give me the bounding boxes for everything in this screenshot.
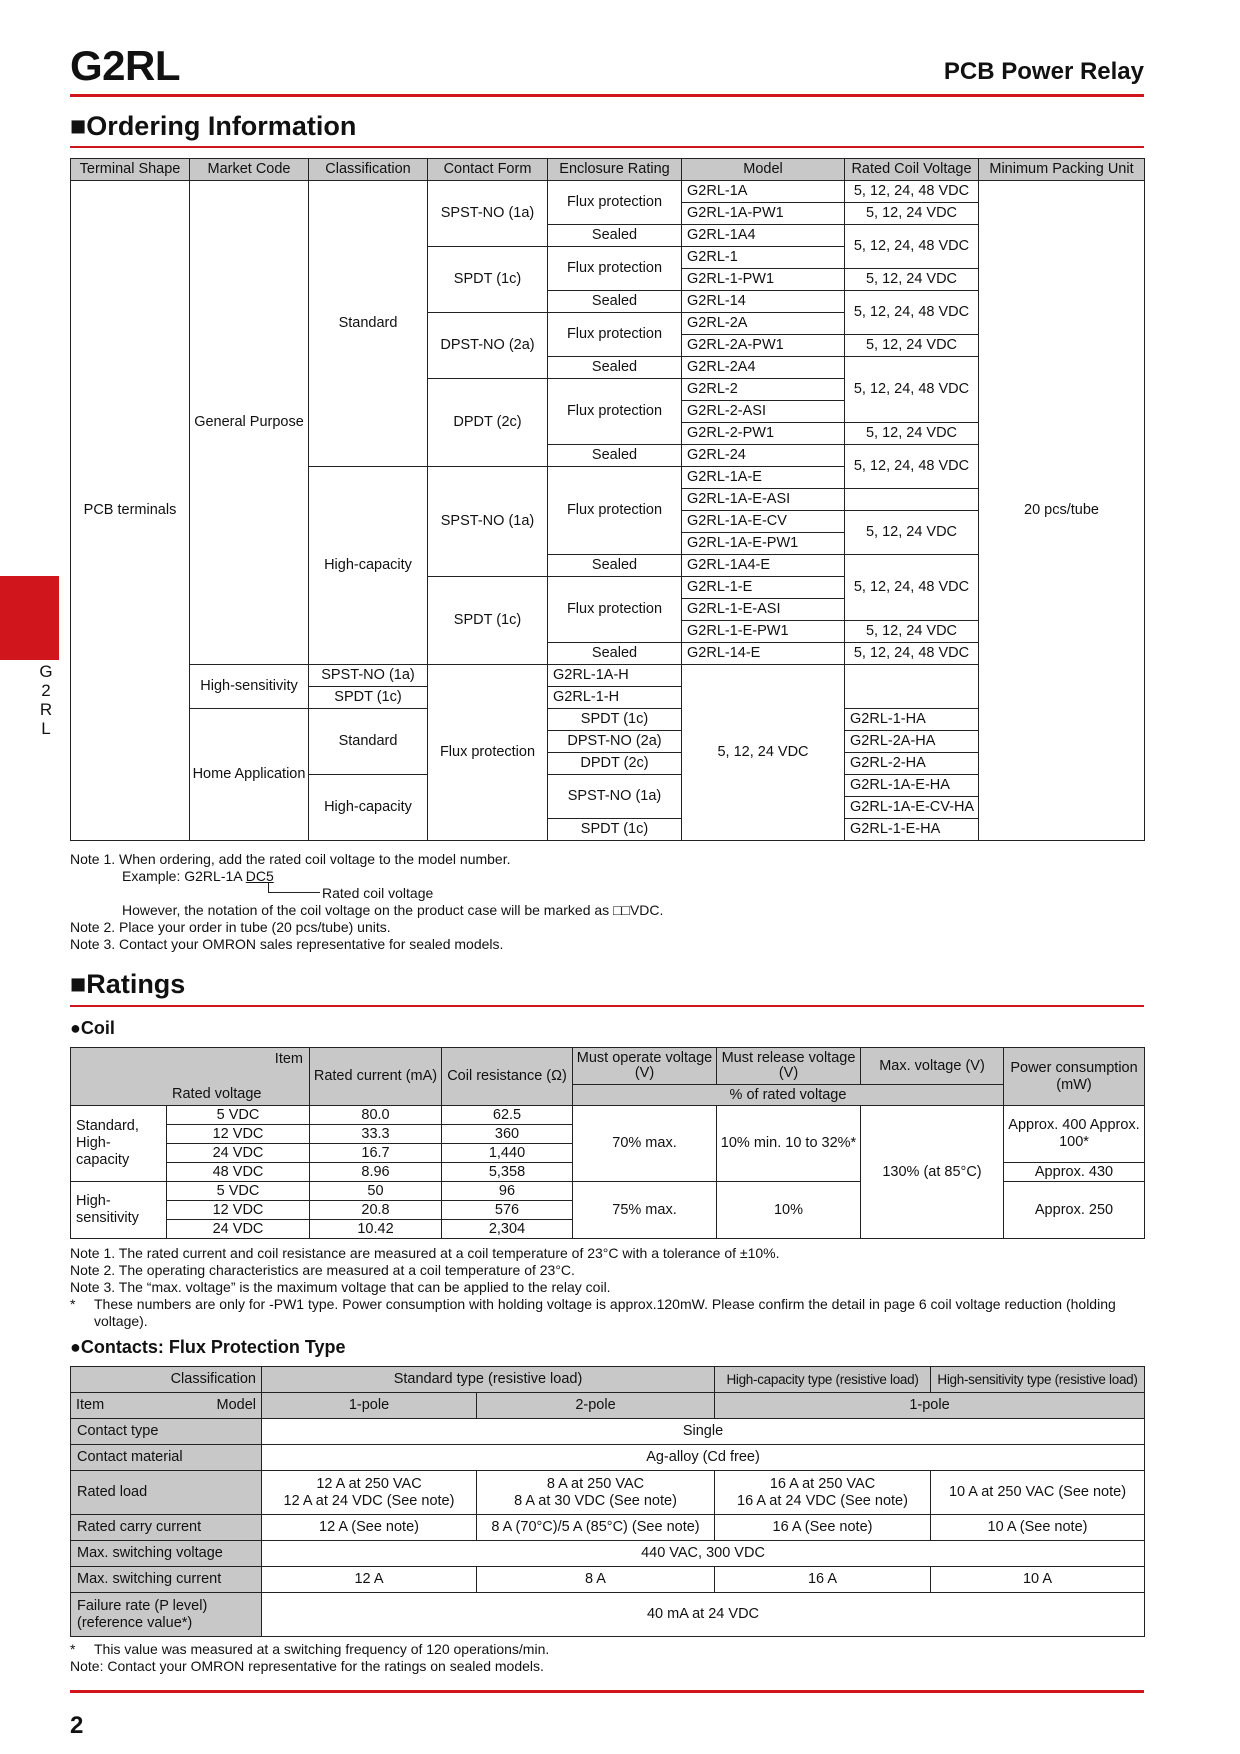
model-cell: G2RL-2-ASI [682,401,845,423]
ordering-note-3: Note 3. Contact your OMRON sales representative for sealed models. [70,936,504,952]
contact-material-label: Contact material [71,1445,262,1471]
enc-flux: Flux protection [428,665,548,841]
form-spdt: SPDT (1c) [428,577,548,665]
model-cell: G2RL-1A-PW1 [682,203,845,225]
coil-resistance: 62.5 [442,1106,573,1125]
coil-notes [70,1245,1144,1330]
coil-rated-voltage-label: Rated voltage [172,1085,262,1102]
contacts-item-label: Item [76,1397,105,1413]
enc-sealed: Sealed [548,291,682,313]
model-cell: G2RL-1-E-ASI [682,599,845,621]
carry-current-hs: 10 A (See note) [931,1515,1145,1541]
form-spst: SPST-NO (1a) [309,665,428,687]
coil-voltage: 12 VDC [167,1125,310,1144]
model-cell: G2RL-2A-PW1 [682,335,845,357]
carry-current-hc: 16 A (See note) [715,1515,931,1541]
col-terminal-shape: Terminal Shape [71,159,190,181]
rated-coil-label-row [70,885,663,902]
failure-rate-value: 40 mA at 24 VDC [262,1593,1145,1637]
col-market-code: Market Code [190,159,309,181]
coil-voltage: 24 VDC [167,1220,310,1239]
contacts-note: Note: Contact your OMRON representative for the ratings on sealed models. [70,1658,544,1674]
example-dc: DC5 [245,868,274,884]
market-home: Home Application [190,709,309,841]
ordering-table [70,158,1145,841]
model-cell: G2RL-1-H [548,687,682,709]
power-header: Power consumption (mW) [1004,1048,1145,1106]
voltage-cell: 5, 12, 24, 48 VDC [845,225,979,269]
header-rule [70,94,1144,97]
contacts-star-note: * This value was measured at a switching frequency of 120 operations/min. [70,1641,550,1657]
model-cell: G2RL-1A-E-ASI [682,489,845,511]
coil-heading: ●Coil [70,1018,115,1038]
model-cell: G2RL-1A-E-CV [682,511,845,533]
coil-voltage: 5 VDC [167,1182,310,1201]
carry-current-label: Rated carry current [71,1515,262,1541]
voltage-cell: 5, 12, 24, 48 VDC [845,357,979,423]
model-cell: G2RL-1-E-HA [845,819,979,841]
power-std: Approx. 400 Approx. 100* [1004,1106,1145,1163]
model-cell: G2RL-2A-HA [845,731,979,753]
model-cell: G2RL-1A-E-HA [845,775,979,797]
rated-coil-label: Rated coil voltage [322,885,434,901]
class-standard: Standard [309,709,428,775]
must-operate-std: 70% max. [573,1106,717,1182]
coil-voltage: 24 VDC [167,1144,310,1163]
coil-note-2: Note 2. The operating characteristics are measured at a coil temperature of 23°C. [70,1262,575,1278]
power-48v: Approx. 430 [1004,1163,1145,1182]
side-tab [0,576,59,660]
coil-current: 33.3 [310,1125,442,1144]
coil-current: 20.8 [310,1201,442,1220]
form-spst: SPST-NO (1a) [428,181,548,247]
coil-note-3: Note 3. The “max. voltage” is the maximum voltage that can be applied to the relay coil. [70,1279,611,1295]
contacts-item-model-cell [71,1393,262,1419]
class-standard: Standard [309,181,428,467]
model-cell: G2RL-2-PW1 [682,423,845,445]
model-cell: G2RL-14 [682,291,845,313]
coil-voltage: 48 VDC [167,1163,310,1182]
pct-rated-header: % of rated voltage [573,1085,1004,1106]
form-dpdt: DPDT (2c) [548,753,682,775]
model-cell: G2RL-1-PW1 [682,269,845,291]
enc-sealed: Sealed [548,643,682,665]
enc-flux: Flux protection [548,467,682,555]
model-cell: G2RL-1A4 [682,225,845,247]
enc-flux: Flux protection [548,379,682,445]
failure-rate-label: Failure rate (P level) (reference value*) [71,1593,262,1637]
example-bracket [268,883,320,893]
coil-current: 10.42 [310,1220,442,1239]
coil-resistance-header: Coil resistance (Ω) [442,1048,573,1106]
voltage-cell: 5, 12, 24 VDC [845,423,979,445]
contacts-notes [70,1641,549,1675]
form-spdt: SPDT (1c) [548,819,682,841]
form-spdt: SPDT (1c) [428,247,548,313]
coil-current: 80.0 [310,1106,442,1125]
terminal-shape: PCB terminals [71,181,190,841]
col-rated-coil-voltage: Rated Coil Voltage [845,159,979,181]
voltage-cell: 5, 12, 24, 48 VDC [845,643,979,665]
voltage-cell: 5, 12, 24, 48 VDC [845,555,979,621]
coil-item-label: Item [274,1050,303,1067]
ordering-heading: ■Ordering Information [70,111,357,141]
ordering-example: Example: G2RL-1A DC5 [122,868,274,884]
coil-current: 50 [310,1182,442,1201]
class-highsens: High-sensitivity [190,665,309,709]
contacts-std-header: Standard type (resistive load) [262,1367,715,1393]
contacts-classification-label: Classification [71,1367,262,1393]
voltage-cell: 5, 12, 24, 48 VDC [845,445,979,489]
ordering-however: However, the notation of the coil voltage on the product case will be marked as □□VDC. [122,902,664,918]
max-voltage-value: 130% (at 85°C) [861,1106,1004,1239]
voltage-cell: 5, 12, 24 VDC [682,665,845,841]
coil-resistance: 96 [442,1182,573,1201]
footer-rule [70,1690,1144,1693]
must-release-header: Must release voltage (V) [717,1048,861,1085]
contacts-table [70,1366,1145,1637]
enc-sealed: Sealed [548,555,682,577]
model-cell: G2RL-14-E [682,643,845,665]
rated-load-label: Rated load [71,1471,262,1515]
model-cell: G2RL-2 [682,379,845,401]
ordering-note-2: Note 2. Place your order in tube (20 pcs/tube) units. [70,919,391,935]
max-sw-current-std2: 8 A [477,1567,715,1593]
coil-note-1: Note 1. The rated current and coil resistance are measured at a coil temperature of 23°C with a tolerance of ±10%. [70,1245,780,1261]
model-cell: G2RL-1-HA [845,709,979,731]
col-model: Model [682,159,845,181]
col-contact-form: Contact Form [428,159,548,181]
enc-sealed: Sealed [548,445,682,467]
voltage-cell: 5, 12, 24 VDC [845,335,979,357]
max-sw-current-hc: 16 A [715,1567,931,1593]
class-highcap: High-capacity [309,467,428,665]
power-hs: Approx. 250 [1004,1182,1145,1239]
voltage-cell: 5, 12, 24 VDC [845,511,979,555]
page-subtitle: PCB Power Relay [943,58,1144,85]
model-cell: G2RL-1-E [682,577,845,599]
page-number: 2 [70,1712,84,1739]
contacts-2pole-std: 2-pole [477,1393,715,1419]
model-cell: G2RL-1A-E-CV-HA [845,797,979,819]
rated-load-std2: 8 A at 250 VAC 8 A at 30 VDC (See note) [477,1471,715,1515]
ordering-header-row [71,159,1145,181]
form-spst: SPST-NO (1a) [428,467,548,577]
must-release-std: 10% min. 10 to 32%* [717,1106,861,1182]
model-cell: G2RL-2-HA [845,753,979,775]
coil-current: 8.96 [310,1163,442,1182]
enc-sealed: Sealed [548,357,682,379]
page-title: G2RL [70,42,181,89]
voltage-cell: 5, 12, 24 VDC [845,621,979,643]
carry-current-std1: 12 A (See note) [262,1515,477,1541]
coil-group-standard: Standard, High- capacity [71,1106,167,1182]
form-spdt: SPDT (1c) [309,687,428,709]
contacts-heading: ●Contacts: Flux Protection Type [70,1337,346,1357]
form-spst: SPST-NO (1a) [548,775,682,819]
contacts-1pole-std: 1-pole [262,1393,477,1419]
max-sw-current-std1: 12 A [262,1567,477,1593]
coil-rated-current-header: Rated current (mA) [310,1048,442,1106]
model-cell: G2RL-24 [682,445,845,467]
coil-group-highsens: High- sensitivity [71,1182,167,1239]
contacts-1pole-hc-hs: 1-pole [715,1393,1145,1419]
form-spdt: SPDT (1c) [548,709,682,731]
model-cell: G2RL-1 [682,247,845,269]
enc-flux: Flux protection [548,181,682,225]
coil-resistance: 2,304 [442,1220,573,1239]
must-operate-header: Must operate voltage (V) [573,1048,717,1085]
max-sw-voltage-label: Max. switching voltage [71,1541,262,1567]
model-cell: G2RL-2A [682,313,845,335]
side-tab-label: G 2 R L [39,662,53,738]
coil-resistance: 5,358 [442,1163,573,1182]
rated-load-hc: 16 A at 250 VAC 16 A at 24 VDC (See note) [715,1471,931,1515]
coil-current: 16.7 [310,1144,442,1163]
contacts-hs-header: High-sensitivity type (resistive load) [931,1367,1145,1393]
must-operate-hs: 75% max. [573,1182,717,1239]
ratings-heading: ■Ratings [70,969,186,999]
enc-sealed: Sealed [548,225,682,247]
voltage-cell: 5, 12, 24, 48 VDC [845,181,979,203]
max-sw-voltage-value: 440 VAC, 300 VDC [262,1541,1145,1567]
model-cell: G2RL-1A [682,181,845,203]
coil-table [70,1047,1145,1239]
contact-type-label: Contact type [71,1419,262,1445]
ordering-rule [70,146,1144,148]
enc-flux: Flux protection [548,247,682,291]
coil-voltage: 5 VDC [167,1106,310,1125]
model-cell: G2RL-1A-E-PW1 [682,533,845,555]
max-sw-current-hs: 10 A [931,1567,1145,1593]
model-cell: G2RL-2A4 [682,357,845,379]
coil-corner-cell [71,1048,310,1106]
contacts-model-label: Model [216,1397,256,1413]
rated-load-std1: 12 A at 250 VAC 12 A at 24 VDC (See note) [262,1471,477,1515]
contact-material-value: Ag-alloy (Cd free) [262,1445,1145,1471]
ratings-rule [70,1005,1144,1007]
contact-type-value: Single [262,1419,1145,1445]
form-dpst: DPST-NO (2a) [548,731,682,753]
coil-star-note: * These numbers are only for -PW1 type. Power consumption with holding voltage is approx.120mW. Please confirm the detail in page 6 coil voltage reduction (holding voltage). [70,1296,1116,1329]
model-cell: G2RL-1-E-PW1 [682,621,845,643]
rated-load-hs: 10 A at 250 VAC (See note) [931,1471,1145,1515]
coil-voltage: 12 VDC [167,1201,310,1220]
contacts-hc-header: High-capacity type (resistive load) [715,1367,931,1393]
coil-resistance: 576 [442,1201,573,1220]
voltage-cell: 5, 12, 24 VDC [845,269,979,291]
class-highcap: High-capacity [309,775,428,841]
model-cell: G2RL-1A-E [682,467,845,489]
voltage-cell: 5, 12, 24 VDC [845,203,979,225]
ordering-notes [70,851,663,953]
coil-resistance: 360 [442,1125,573,1144]
market-general: General Purpose [190,181,309,665]
model-cell: G2RL-1A4-E [682,555,845,577]
coil-resistance: 1,440 [442,1144,573,1163]
form-dpst: DPST-NO (2a) [428,313,548,379]
carry-current-std2: 8 A (70°C)/5 A (85°C) (See note) [477,1515,715,1541]
col-enclosure-rating: Enclosure Rating [548,159,682,181]
model-cell: G2RL-1A-H [548,665,682,687]
ordering-note-1: Note 1. When ordering, add the rated coil voltage to the model number. [70,851,511,867]
enc-flux: Flux protection [548,577,682,643]
packing-unit: 20 pcs/tube [979,181,1145,841]
max-voltage-header: Max. voltage (V) [861,1048,1004,1085]
form-dpdt: DPDT (2c) [428,379,548,467]
max-sw-current-label: Max. switching current [71,1567,262,1593]
col-classification: Classification [309,159,428,181]
voltage-cell: 5, 12, 24, 48 VDC [845,291,979,335]
must-release-hs: 10% [717,1182,861,1239]
col-min-packing: Minimum Packing Unit [979,159,1145,181]
enc-flux: Flux protection [548,313,682,357]
